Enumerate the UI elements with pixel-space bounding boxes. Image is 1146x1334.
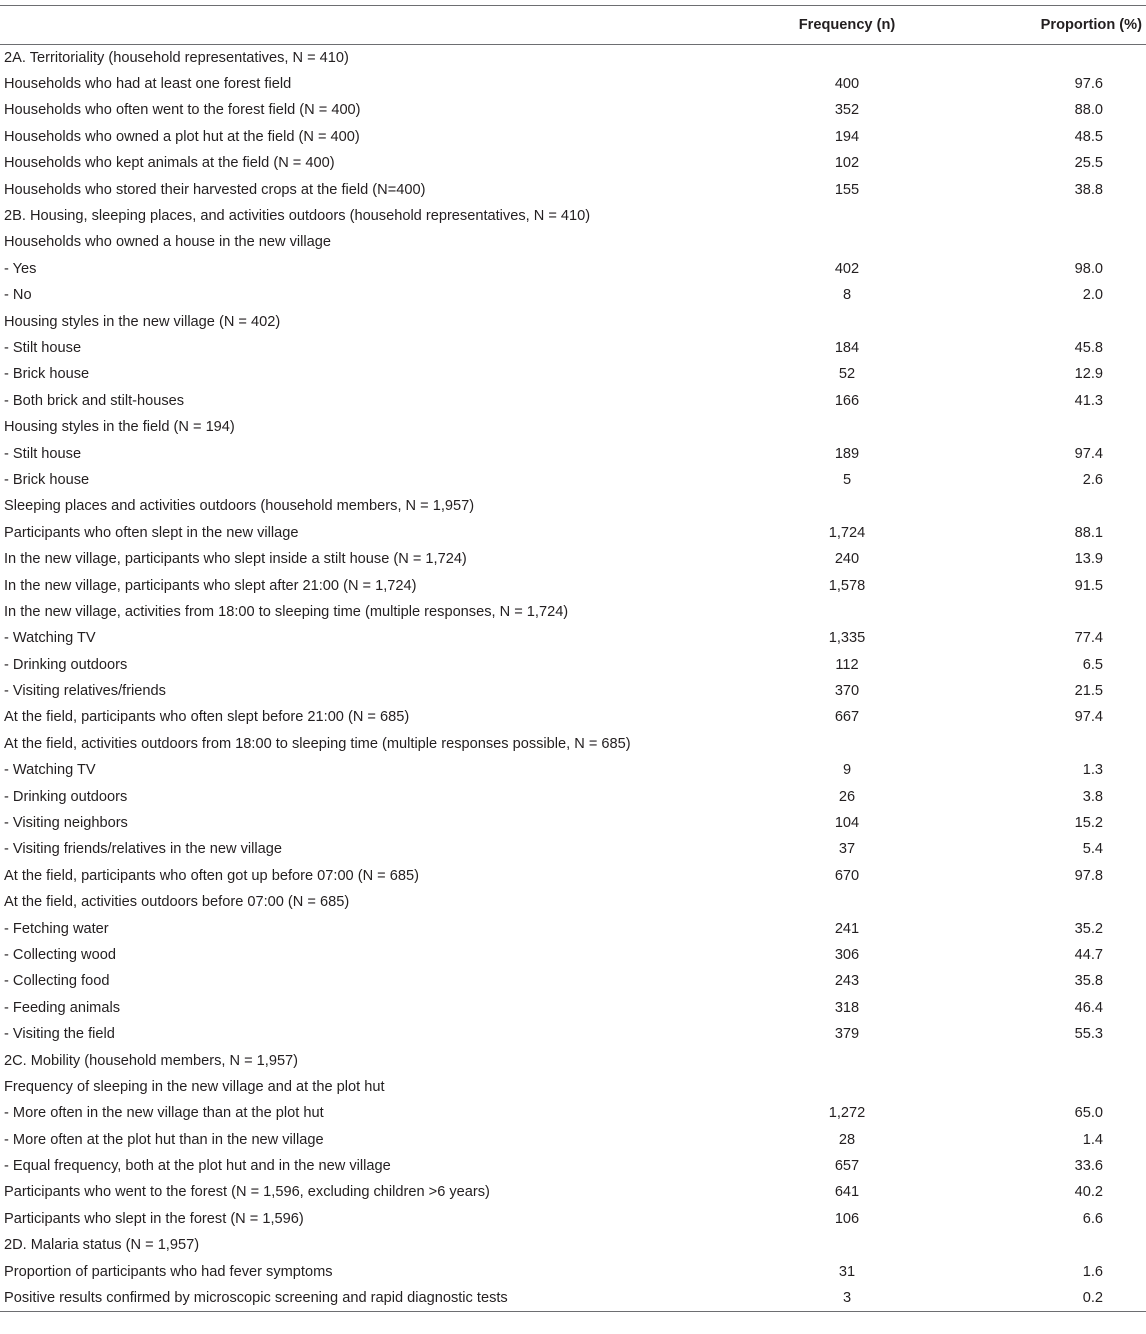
row-frequency	[778, 599, 916, 625]
row-proportion: 55.3	[1074, 1026, 1103, 1043]
row-label: - Brick house	[4, 471, 90, 488]
row-frequency: 240	[834, 551, 860, 568]
row-label: In the new village, participants who slept after 21:00 (N = 1,724)	[4, 577, 417, 594]
row-proportion: 1.6	[1082, 1263, 1103, 1280]
row-label: Households who kept animals at the field (N = 400)	[4, 155, 335, 172]
row-proportion: 45.8	[1074, 339, 1103, 356]
row-proportion: 97.4	[1074, 445, 1103, 462]
row-label: At the field, participants who often got up before 07:00 (N = 685)	[4, 867, 419, 884]
row-label: At the field, activities outdoors before 07:00 (N = 685)	[4, 894, 350, 911]
row-proportion: 35.8	[1074, 973, 1103, 990]
table-row	[0, 651, 1146, 677]
row-proportion: 1.4	[1082, 1131, 1103, 1148]
row-frequency: 352	[834, 102, 860, 119]
table-row	[0, 942, 1146, 968]
row-frequency: 194	[834, 128, 860, 145]
row-frequency	[778, 889, 916, 915]
row-proportion: 35.2	[1074, 920, 1103, 937]
table-row	[0, 1100, 1146, 1126]
row-frequency: 641	[834, 1184, 860, 1201]
table-row	[0, 995, 1146, 1021]
row-label: 2A. Territoriality (household representatives, N = 410)	[4, 49, 349, 66]
row-frequency: 1,272	[828, 1105, 866, 1122]
row-proportion	[916, 308, 1146, 334]
row-proportion: 5.4	[1082, 841, 1103, 858]
row-frequency	[778, 731, 916, 757]
row-frequency: 318	[834, 999, 860, 1016]
row-label: - Visiting relatives/friends	[4, 683, 166, 700]
row-frequency: 8	[842, 287, 852, 304]
table-row	[0, 731, 1146, 757]
row-label: Households who often went to the forest field (N = 400)	[4, 102, 361, 119]
row-proportion: 46.4	[1074, 999, 1103, 1016]
row-proportion: 2.0	[1082, 287, 1103, 304]
row-frequency	[778, 493, 916, 519]
row-proportion: 21.5	[1074, 683, 1103, 700]
table-row	[0, 176, 1146, 202]
row-frequency: 657	[834, 1158, 860, 1175]
table-row	[0, 1285, 1146, 1311]
row-proportion	[916, 1232, 1146, 1258]
row-proportion: 13.9	[1074, 551, 1103, 568]
row-label: - Feeding animals	[4, 999, 120, 1016]
row-label: - No	[4, 287, 32, 304]
row-proportion: 40.2	[1074, 1184, 1103, 1201]
table-row	[0, 308, 1146, 334]
row-label: Housing styles in the new village (N = 402)	[4, 313, 281, 330]
row-label: Participants who slept in the forest (N = 1,596)	[4, 1210, 304, 1227]
row-frequency: 31	[838, 1263, 856, 1280]
row-label: - More often in the new village than at the plot hut	[4, 1105, 324, 1122]
row-proportion: 97.8	[1074, 867, 1103, 884]
row-label: Housing styles in the field (N = 194)	[4, 419, 235, 436]
results-table	[0, 5, 1146, 1312]
table-row	[0, 150, 1146, 176]
table-row	[0, 124, 1146, 150]
table-row	[0, 889, 1146, 915]
row-frequency: 306	[834, 946, 860, 963]
row-label: - Stilt house	[4, 445, 82, 462]
row-label: - Visiting neighbors	[4, 815, 128, 832]
row-label: - Watching TV	[4, 762, 96, 779]
row-label: Participants who went to the forest (N = 1,596, excluding children >6 years)	[4, 1184, 490, 1201]
row-label: 2D. Malaria status (N = 1,957)	[4, 1237, 200, 1254]
row-label: - Drinking outdoors	[4, 788, 128, 805]
row-frequency	[778, 414, 916, 440]
table-row	[0, 388, 1146, 414]
table-row	[0, 968, 1146, 994]
table-row	[0, 1127, 1146, 1153]
table-row	[0, 572, 1146, 598]
row-proportion: 12.9	[1074, 366, 1103, 383]
row-frequency	[778, 1232, 916, 1258]
row-frequency: 112	[835, 656, 859, 673]
table-row	[0, 704, 1146, 730]
row-proportion: 44.7	[1074, 946, 1103, 963]
row-label: Frequency of sleeping in the new village and at the plot hut	[4, 1078, 385, 1095]
row-label: - Stilt house	[4, 339, 82, 356]
table-row	[0, 256, 1146, 282]
row-frequency: 28	[838, 1131, 856, 1148]
row-label: In the new village, activities from 18:00 to sleeping time (multiple responses, N = 1,724)	[4, 603, 569, 620]
row-frequency: 26	[838, 788, 856, 805]
table-row	[0, 229, 1146, 255]
row-proportion: 1.3	[1082, 762, 1103, 779]
row-label: Positive results confirmed by microscopic screening and rapid diagnostic tests	[0, 1285, 778, 1311]
row-label: Sleeping places and activities outdoors (household members, N = 1,957)	[4, 498, 475, 515]
table-row	[0, 467, 1146, 493]
row-proportion: 91.5	[1074, 577, 1103, 594]
row-label: - Brick house	[4, 366, 90, 383]
table-row	[0, 203, 1146, 229]
row-frequency	[778, 308, 916, 334]
table-row	[0, 440, 1146, 466]
row-proportion: 2.6	[1082, 471, 1103, 488]
header-row	[0, 6, 1146, 45]
row-proportion	[916, 1074, 1146, 1100]
row-frequency: 166	[834, 392, 860, 409]
row-label: At the field, participants who often slept before 21:00 (N = 685)	[4, 709, 410, 726]
row-frequency: 104	[834, 815, 860, 832]
row-proportion: 6.6	[1082, 1210, 1103, 1227]
row-proportion: 88.1	[1074, 524, 1103, 541]
table-row	[0, 1179, 1146, 1205]
row-proportion	[916, 203, 1146, 229]
row-frequency: 402	[834, 260, 860, 277]
table-row	[0, 1206, 1146, 1232]
row-label: - Equal frequency, both at the plot hut and in the new village	[4, 1158, 391, 1175]
row-proportion: 41.3	[1074, 392, 1103, 409]
header-proportion: Proportion (%)	[916, 6, 1146, 45]
table-row	[0, 45, 1146, 71]
table-row	[0, 335, 1146, 361]
row-label: - More often at the plot hut than in the new village	[4, 1131, 324, 1148]
row-frequency	[778, 1047, 916, 1073]
row-label: - Yes	[4, 260, 37, 277]
row-label: Households who owned a house in the new village	[4, 234, 331, 251]
row-frequency	[778, 203, 916, 229]
row-proportion	[916, 889, 1146, 915]
row-proportion: 25.5	[1074, 155, 1103, 172]
row-proportion: 6.5	[1082, 656, 1103, 673]
row-label: 2B. Housing, sleeping places, and activities outdoors (household representatives, N = 410)	[4, 208, 591, 225]
row-frequency: 37	[838, 841, 856, 858]
row-frequency: 370	[834, 683, 860, 700]
row-label: Participants who often slept in the new village	[4, 524, 299, 541]
row-label: - Fetching water	[4, 920, 109, 937]
row-proportion: 15.2	[1074, 815, 1103, 832]
row-frequency: 106	[834, 1210, 860, 1227]
table-row	[0, 783, 1146, 809]
row-proportion	[916, 1047, 1146, 1073]
row-proportion: 33.6	[1074, 1158, 1103, 1175]
row-proportion	[916, 45, 1146, 71]
table-row	[0, 1153, 1146, 1179]
table-row	[0, 863, 1146, 889]
row-proportion: 98.0	[1074, 260, 1103, 277]
row-frequency: 5	[842, 471, 852, 488]
table-body	[0, 45, 1146, 1312]
row-label: - Collecting wood	[4, 946, 116, 963]
row-label: 2C. Mobility (household members, N = 1,957)	[4, 1052, 299, 1069]
table-row	[0, 546, 1146, 572]
row-proportion: 38.8	[1074, 181, 1103, 198]
row-frequency: 184	[834, 339, 860, 356]
table-row	[0, 915, 1146, 941]
row-frequency: 400	[834, 76, 860, 93]
table-row	[0, 282, 1146, 308]
table-row	[0, 1021, 1146, 1047]
row-frequency	[778, 1074, 916, 1100]
row-proportion	[916, 493, 1146, 519]
row-proportion: 77.4	[1074, 630, 1103, 647]
table-row	[0, 520, 1146, 546]
table-row	[0, 493, 1146, 519]
row-frequency: 670	[834, 867, 860, 884]
row-label: - Collecting food	[4, 973, 110, 990]
row-frequency	[778, 45, 916, 71]
row-proportion: 97.6	[1074, 76, 1103, 93]
row-frequency: 189	[834, 445, 860, 462]
table-row	[0, 1258, 1146, 1284]
row-frequency: 9	[842, 762, 852, 779]
row-label: Households who stored their harvested crops at the field (N=400)	[4, 181, 426, 198]
row-label: - Watching TV	[4, 630, 96, 647]
row-frequency: 155	[834, 181, 860, 198]
row-label: - Both brick and stilt-houses	[4, 392, 185, 409]
row-proportion: 3.8	[1082, 788, 1103, 805]
row-frequency: 1,724	[828, 524, 866, 541]
table-row	[0, 625, 1146, 651]
row-proportion: 88.0	[1074, 102, 1103, 119]
row-label: - Visiting friends/relatives in the new village	[4, 841, 282, 858]
row-label: Households who owned a plot hut at the field (N = 400)	[4, 128, 360, 145]
row-label: - Visiting the field	[4, 1026, 115, 1043]
row-frequency: 102	[834, 155, 860, 172]
row-label: Proportion of participants who had fever symptoms	[4, 1263, 333, 1280]
header-label	[0, 6, 778, 45]
row-frequency: 667	[834, 709, 860, 726]
header-frequency: Frequency (n)	[778, 6, 916, 45]
table-row	[0, 414, 1146, 440]
table-header	[0, 6, 1146, 45]
table-row	[0, 810, 1146, 836]
row-frequency: 241	[834, 920, 860, 937]
table-row	[0, 836, 1146, 862]
row-proportion	[916, 414, 1146, 440]
row-label: At the field, activities outdoors from 18:00 to sleeping time (multiple responses possible, N = 685)	[4, 735, 631, 752]
table-row	[0, 757, 1146, 783]
row-proportion: 97.4	[1074, 709, 1103, 726]
row-frequency: 379	[834, 1026, 860, 1043]
row-frequency: 3	[778, 1285, 916, 1311]
row-frequency: 1,335	[828, 630, 866, 647]
row-proportion: 0.2	[916, 1285, 1146, 1311]
table-row	[0, 599, 1146, 625]
row-proportion: 48.5	[1074, 128, 1103, 145]
row-label: In the new village, participants who slept inside a stilt house (N = 1,724)	[4, 551, 467, 568]
row-label: Households who had at least one forest field	[4, 76, 292, 93]
table-row	[0, 97, 1146, 123]
table-row	[0, 361, 1146, 387]
row-proportion	[916, 229, 1146, 255]
row-frequency: 1,578	[828, 577, 866, 594]
table-row	[0, 1047, 1146, 1073]
table-row	[0, 1074, 1146, 1100]
row-frequency: 52	[838, 366, 856, 383]
row-frequency: 243	[834, 973, 860, 990]
row-proportion	[916, 731, 1146, 757]
row-proportion: 65.0	[1074, 1105, 1103, 1122]
row-label: - Drinking outdoors	[4, 656, 128, 673]
table-row	[0, 678, 1146, 704]
table-row	[0, 71, 1146, 97]
row-frequency	[778, 229, 916, 255]
table-row	[0, 1232, 1146, 1258]
row-proportion	[916, 599, 1146, 625]
